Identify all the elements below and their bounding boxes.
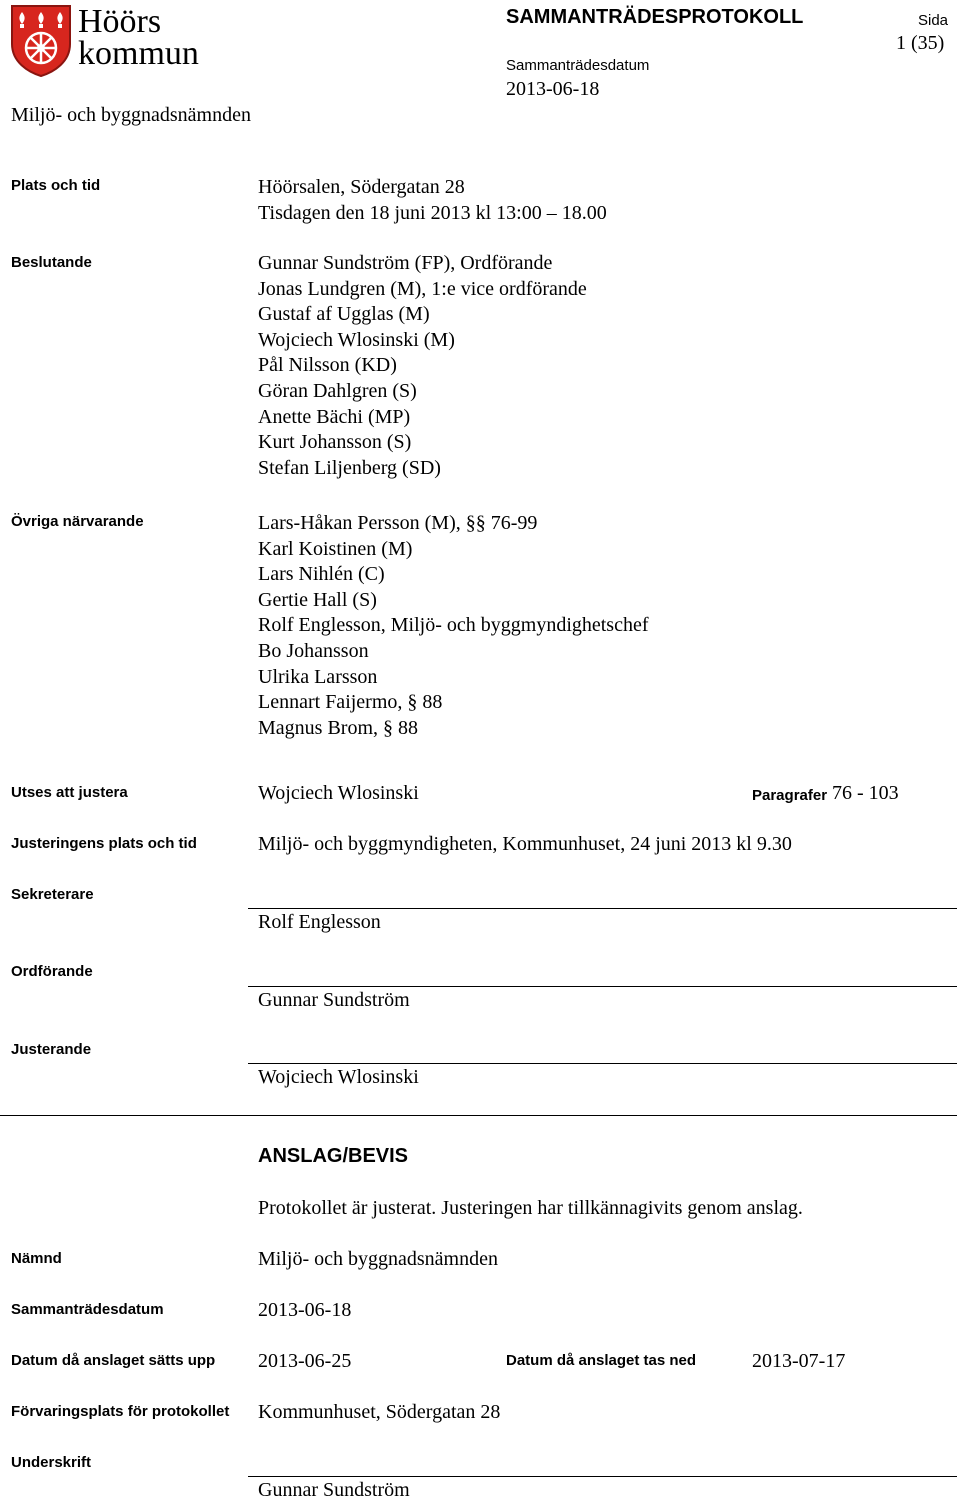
list-item: Ulrika Larsson	[258, 665, 378, 688]
paragraph-number: 88	[422, 691, 443, 714]
list-item: Pål Nilsson (KD)	[258, 354, 397, 377]
signature-line	[248, 1063, 957, 1064]
member-name: Magnus Brom,	[258, 716, 378, 739]
list-item: Karl Koistinen (M)	[258, 537, 413, 560]
paragraph-sign: §§	[465, 512, 486, 534]
anslag-text: Protokollet är justerat. Justeringen har tillkännagivits genom anslag.	[258, 1197, 803, 1219]
list-item: Jonas Lundgren (M), 1:e vice ordförande	[258, 277, 587, 300]
sammantradesdatum-label: Sammanträdesdatum	[11, 1301, 164, 1318]
ovriga-list	[258, 511, 649, 741]
forvaring-value: Kommunhuset, Södergatan 28	[258, 1401, 501, 1423]
page-number: 1 (35)	[896, 32, 945, 54]
anslag-upp-label: Datum då anslaget sätts upp	[11, 1352, 216, 1369]
paragraph-range: 76-99	[490, 512, 538, 534]
signature-label-sekreterare: Sekreterare	[11, 886, 94, 903]
paragrafer-value: 76 - 103	[832, 782, 899, 804]
plats-label: Plats och tid	[11, 177, 101, 194]
namnd-value: Miljö- och byggnadsnämnden	[258, 1248, 498, 1270]
member-name: Lennart Faijermo,	[258, 691, 403, 714]
list-item: Anette Bächi (MP)	[258, 405, 411, 428]
anslag-ned-label: Datum då anslaget tas ned	[506, 1352, 697, 1369]
paragraph-number: 88	[398, 716, 418, 739]
beslutande-label: Beslutande	[11, 254, 92, 271]
signature-line	[248, 908, 957, 909]
justera-name: Wojciech Wlosinski	[258, 782, 419, 804]
signature-line	[248, 1476, 957, 1477]
list-item: Rolf Englesson, Miljö- och byggmyndighetschef	[258, 614, 649, 637]
signature-label-justerande: Justerande	[11, 1041, 92, 1058]
sammantradesdatum-value: 2013-06-18	[258, 1299, 352, 1321]
underskrift-label: Underskrift	[11, 1454, 92, 1471]
municipal-logo	[10, 4, 225, 80]
member-name: Lars-Håkan Persson (M),	[258, 512, 461, 534]
plats-value	[258, 175, 607, 226]
list-item	[258, 690, 649, 716]
signature-label-ordforande: Ordförande	[11, 963, 93, 980]
anslag-title: ANSLAG/BEVIS	[258, 1145, 409, 1167]
list-item: Bo Johansson	[258, 639, 369, 662]
coat-of-arms-icon	[10, 4, 72, 78]
meeting-date-label: Sammanträdesdatum	[506, 57, 650, 74]
signature-name-justerande: Wojciech Wlosinski	[258, 1066, 419, 1088]
justeringens-value: Miljö- och byggmyndigheten, Kommunhuset, 24 juni 2013 kl 9.30	[258, 833, 792, 855]
signature-line	[248, 986, 957, 987]
paragraph-sign: §	[383, 716, 393, 739]
list-item: Göran Dahlgren (S)	[258, 379, 417, 402]
logo-name-line1: Höörs	[78, 3, 162, 40]
forvaring-label: Förvaringsplats för protokollet	[11, 1403, 230, 1420]
logo-name-line2: kommun	[78, 35, 199, 72]
list-item	[258, 716, 649, 742]
paragraph-sign: §	[407, 691, 418, 714]
list-item: Wojciech Wlosinski (M)	[258, 328, 455, 351]
anslag-upp-value: 2013-06-25	[258, 1350, 352, 1372]
plats-line: Tisdagen den 18 juni 2013 kl 13:00 – 18.00	[258, 201, 607, 224]
meeting-date: 2013-06-18	[506, 78, 600, 100]
list-item: Kurt Johansson (S)	[258, 431, 412, 454]
list-item: Lars Nihlén (C)	[258, 563, 385, 586]
list-item: Gertie Hall (S)	[258, 588, 377, 611]
list-item: Stefan Liljenberg (SD)	[258, 456, 441, 479]
page-label: Sida	[918, 12, 949, 29]
beslutande-list	[258, 251, 587, 481]
signature-name-sekreterare: Rolf Englesson	[258, 911, 381, 933]
committee-name: Miljö- och byggnadsnämnden	[11, 104, 251, 126]
document-type: SAMMANTRÄDESPROTOKOLL	[506, 6, 804, 28]
list-item: Gunnar Sundström (FP), Ordförande	[258, 252, 553, 274]
ovriga-label: Övriga närvarande	[11, 513, 144, 530]
namnd-label: Nämnd	[11, 1250, 62, 1267]
signature-name-ordforande: Gunnar Sundström	[258, 989, 410, 1011]
justera-label: Utses att justera	[11, 784, 128, 801]
justeringens-label: Justeringens plats och tid	[11, 835, 197, 852]
anslag-ned-value: 2013-07-17	[752, 1350, 846, 1372]
underskrift-name: Gunnar Sundström	[258, 1479, 410, 1501]
section-divider	[0, 1115, 957, 1116]
plats-line: Höörsalen, Södergatan 28	[258, 176, 465, 198]
paragrafer-label: Paragrafer	[752, 787, 828, 804]
list-item: Gustaf af Ugglas (M)	[258, 303, 430, 326]
list-item	[258, 511, 649, 537]
